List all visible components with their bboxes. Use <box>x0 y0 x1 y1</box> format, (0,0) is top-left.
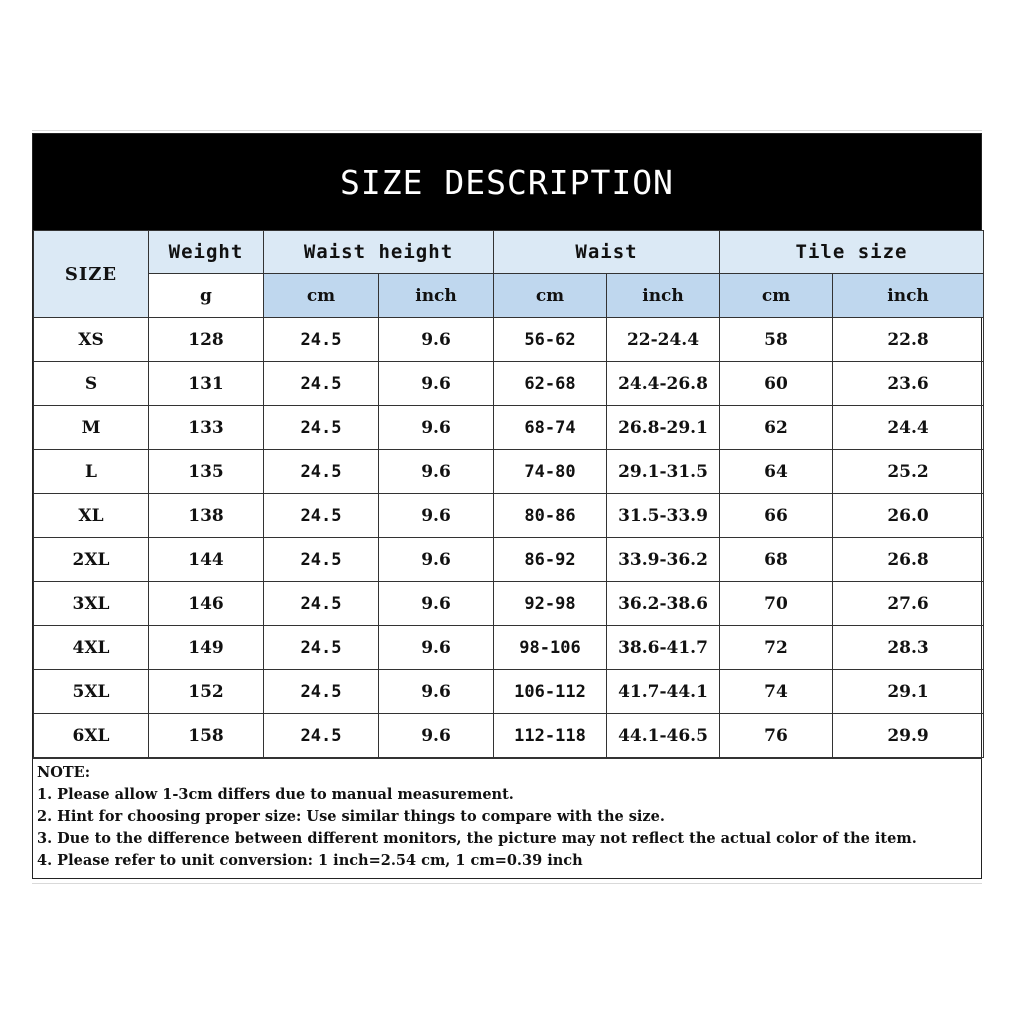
weight-cell: 135 <box>149 450 264 494</box>
waist-inch-cell: 44.1-46.5 <box>607 714 720 758</box>
tile-inch-cell: 25.2 <box>833 450 984 494</box>
size-cell: 3XL <box>34 582 149 626</box>
waist-cm-cell: 68-74 <box>494 406 607 450</box>
tile-inch-cell: 27.6 <box>833 582 984 626</box>
waist-height-inch-cell: 9.6 <box>379 582 494 626</box>
waist-cm-cell: 92-98 <box>494 582 607 626</box>
waist-height-inch-cell: 9.6 <box>379 406 494 450</box>
size-cell: 4XL <box>34 626 149 670</box>
waist-height-inch-cell: 9.6 <box>379 626 494 670</box>
notes-heading: NOTE: <box>37 764 91 781</box>
header-size: SIZE <box>34 231 149 318</box>
waist-cm-cell: 80-86 <box>494 494 607 538</box>
weight-cell: 152 <box>149 670 264 714</box>
table-row <box>34 494 984 538</box>
background-gridline <box>32 130 982 131</box>
unit-waist-height-inch: inch <box>379 274 494 318</box>
waist-height-cm-cell: 24.5 <box>264 318 379 362</box>
weight-cell: 144 <box>149 538 264 582</box>
table-row <box>34 582 984 626</box>
weight-cell: 131 <box>149 362 264 406</box>
note-item: 4. Please refer to unit conversion: 1 inch=2.54 cm, 1 cm=0.39 inch <box>37 852 583 869</box>
unit-waist-inch: inch <box>607 274 720 318</box>
table-row <box>34 626 984 670</box>
unit-tile-cm: cm <box>720 274 833 318</box>
tile-cm-cell: 60 <box>720 362 833 406</box>
waist-height-inch-cell: 9.6 <box>379 494 494 538</box>
unit-waist-height-cm: cm <box>264 274 379 318</box>
weight-cell: 138 <box>149 494 264 538</box>
waist-inch-cell: 36.2-38.6 <box>607 582 720 626</box>
waist-cm-cell: 62-68 <box>494 362 607 406</box>
waist-cm-cell: 112-118 <box>494 714 607 758</box>
tile-inch-cell: 26.0 <box>833 494 984 538</box>
size-cell: 2XL <box>34 538 149 582</box>
weight-cell: 128 <box>149 318 264 362</box>
table-row <box>34 670 984 714</box>
table-row <box>34 362 984 406</box>
waist-height-inch-cell: 9.6 <box>379 318 494 362</box>
waist-cm-cell: 56-62 <box>494 318 607 362</box>
unit-waist-cm: cm <box>494 274 607 318</box>
waist-inch-cell: 22-24.4 <box>607 318 720 362</box>
tile-inch-cell: 28.3 <box>833 626 984 670</box>
waist-height-cm-cell: 24.5 <box>264 582 379 626</box>
waist-height-cm-cell: 24.5 <box>264 538 379 582</box>
weight-cell: 149 <box>149 626 264 670</box>
table-row <box>34 406 984 450</box>
waist-height-inch-cell: 9.6 <box>379 670 494 714</box>
waist-inch-cell: 41.7-44.1 <box>607 670 720 714</box>
note-item: 1. Please allow 1-3cm differs due to manual measurement. <box>37 786 514 803</box>
size-cell: 6XL <box>34 714 149 758</box>
tile-cm-cell: 74 <box>720 670 833 714</box>
table-row <box>34 714 984 758</box>
waist-inch-cell: 38.6-41.7 <box>607 626 720 670</box>
tile-cm-cell: 64 <box>720 450 833 494</box>
table-row <box>34 538 984 582</box>
tile-inch-cell: 24.4 <box>833 406 984 450</box>
waist-height-inch-cell: 9.6 <box>379 450 494 494</box>
tile-inch-cell: 22.8 <box>833 318 984 362</box>
header-waist: Waist <box>494 231 720 274</box>
notes-section <box>33 758 981 878</box>
tile-inch-cell: 29.1 <box>833 670 984 714</box>
waist-inch-cell: 24.4-26.8 <box>607 362 720 406</box>
waist-inch-cell: 29.1-31.5 <box>607 450 720 494</box>
size-cell: XL <box>34 494 149 538</box>
waist-height-inch-cell: 9.6 <box>379 714 494 758</box>
waist-height-cm-cell: 24.5 <box>264 362 379 406</box>
waist-height-cm-cell: 24.5 <box>264 714 379 758</box>
weight-cell: 133 <box>149 406 264 450</box>
unit-weight: g <box>149 274 264 318</box>
table-row <box>34 450 984 494</box>
tile-cm-cell: 70 <box>720 582 833 626</box>
waist-inch-cell: 31.5-33.9 <box>607 494 720 538</box>
size-cell: S <box>34 362 149 406</box>
tile-cm-cell: 68 <box>720 538 833 582</box>
header-weight: Weight <box>149 231 264 274</box>
header-tile-size: Tile size <box>720 231 984 274</box>
waist-cm-cell: 74-80 <box>494 450 607 494</box>
waist-inch-cell: 33.9-36.2 <box>607 538 720 582</box>
header-waist-height: Waist height <box>264 231 494 274</box>
background-gridline <box>32 883 982 884</box>
header-row-units <box>34 274 984 318</box>
tile-cm-cell: 66 <box>720 494 833 538</box>
waist-height-inch-cell: 9.6 <box>379 538 494 582</box>
tile-inch-cell: 26.8 <box>833 538 984 582</box>
tile-cm-cell: 58 <box>720 318 833 362</box>
unit-tile-inch: inch <box>833 274 984 318</box>
tile-cm-cell: 76 <box>720 714 833 758</box>
size-cell: XS <box>34 318 149 362</box>
waist-inch-cell: 26.8-29.1 <box>607 406 720 450</box>
tile-inch-cell: 23.6 <box>833 362 984 406</box>
waist-height-cm-cell: 24.5 <box>264 406 379 450</box>
size-cell: 5XL <box>34 670 149 714</box>
waist-height-cm-cell: 24.5 <box>264 494 379 538</box>
waist-cm-cell: 106-112 <box>494 670 607 714</box>
size-chart <box>32 133 982 879</box>
tile-cm-cell: 62 <box>720 406 833 450</box>
waist-cm-cell: 98-106 <box>494 626 607 670</box>
tile-inch-cell: 29.9 <box>833 714 984 758</box>
size-cell: M <box>34 406 149 450</box>
header-row-main <box>34 231 984 274</box>
note-item: 3. Due to the difference between different monitors, the picture may not reflect the actual color of the item. <box>37 830 917 847</box>
page-title: SIZE DESCRIPTION <box>33 134 981 230</box>
waist-height-cm-cell: 24.5 <box>264 626 379 670</box>
waist-height-inch-cell: 9.6 <box>379 362 494 406</box>
note-item: 2. Hint for choosing proper size: Use similar things to compare with the size. <box>37 808 665 825</box>
weight-cell: 158 <box>149 714 264 758</box>
table-row <box>34 318 984 362</box>
tile-cm-cell: 72 <box>720 626 833 670</box>
weight-cell: 146 <box>149 582 264 626</box>
waist-height-cm-cell: 24.5 <box>264 450 379 494</box>
size-table <box>33 230 984 758</box>
size-cell: L <box>34 450 149 494</box>
waist-height-cm-cell: 24.5 <box>264 670 379 714</box>
waist-cm-cell: 86-92 <box>494 538 607 582</box>
